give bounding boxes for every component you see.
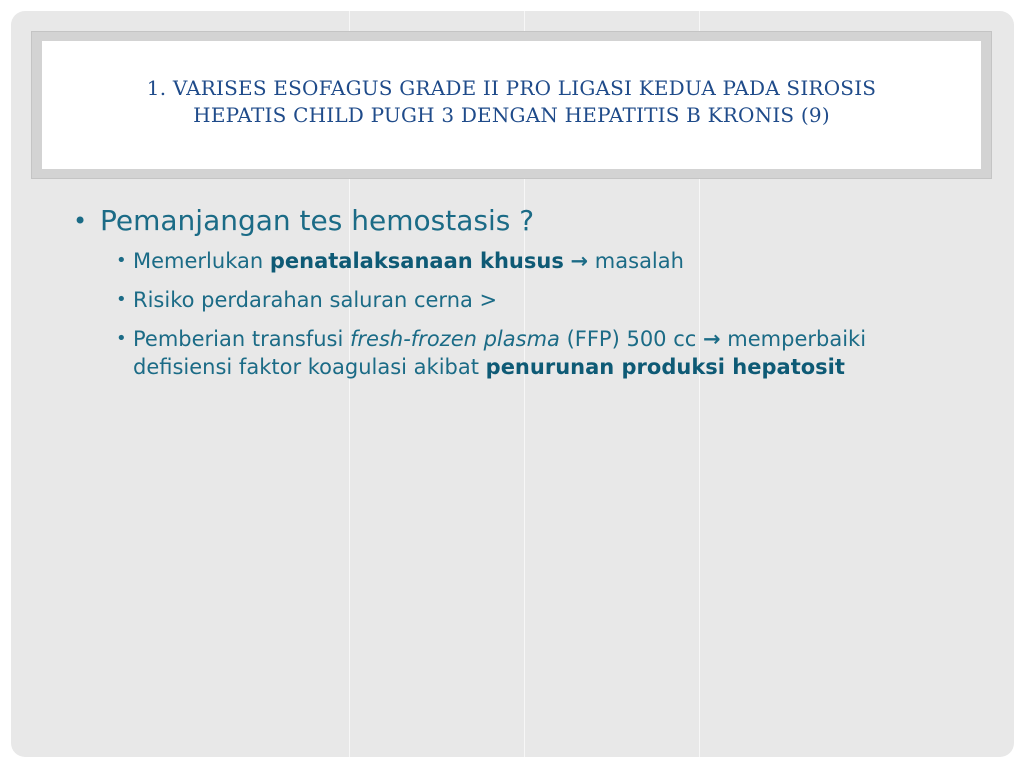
sub-bullet-1-post: masalah xyxy=(588,249,684,273)
title-frame xyxy=(31,31,992,179)
title-line-1: 1. VARISES ESOFAGUS GRADE II PRO LIGASI KEDUA PADA SIROSIS xyxy=(146,76,877,100)
arrow-right-icon: → xyxy=(570,249,589,273)
sub-bullet-1-pre: Memerlukan xyxy=(133,249,270,273)
sub-bullet-3-bold: penurunan produksi hepatosit xyxy=(485,355,845,379)
slide-title xyxy=(147,75,876,129)
sub-bullet-3-mid: (FFP) 500 cc xyxy=(559,327,703,351)
sub-bullet-3-pre: Pemberian transfusi xyxy=(133,327,351,351)
sub-bullet-1-bold: penatalaksanaan khusus xyxy=(269,249,564,273)
bullet-icon: • xyxy=(116,250,127,271)
bullet-icon: • xyxy=(73,207,88,235)
content-area xyxy=(71,203,971,392)
bullet-icon: • xyxy=(116,328,127,349)
sub-bullet-2-text: Risiko perdarahan saluran cerna > xyxy=(133,288,498,312)
title-box xyxy=(42,41,981,169)
arrow-right-icon: → xyxy=(703,327,721,351)
sub-bullet-3-post: memperbaiki defisiensi faktor koagulasi akibat xyxy=(133,327,867,379)
bullet-icon: • xyxy=(116,289,127,310)
sub-bullet-list xyxy=(71,247,971,381)
slide xyxy=(11,11,1014,757)
sub-bullet-2 xyxy=(71,286,971,314)
main-bullet xyxy=(71,203,971,239)
sub-bullet-3 xyxy=(71,325,971,381)
title-line-2: HEPATIS CHILD PUGH 3 DENGAN HEPATITIS B KRONIS (9) xyxy=(193,103,830,127)
sub-bullet-1 xyxy=(71,247,971,275)
main-bullet-text: Pemanjangan tes hemostasis ? xyxy=(100,204,535,237)
sub-bullet-3-italic: fresh-frozen plasma xyxy=(350,327,560,351)
